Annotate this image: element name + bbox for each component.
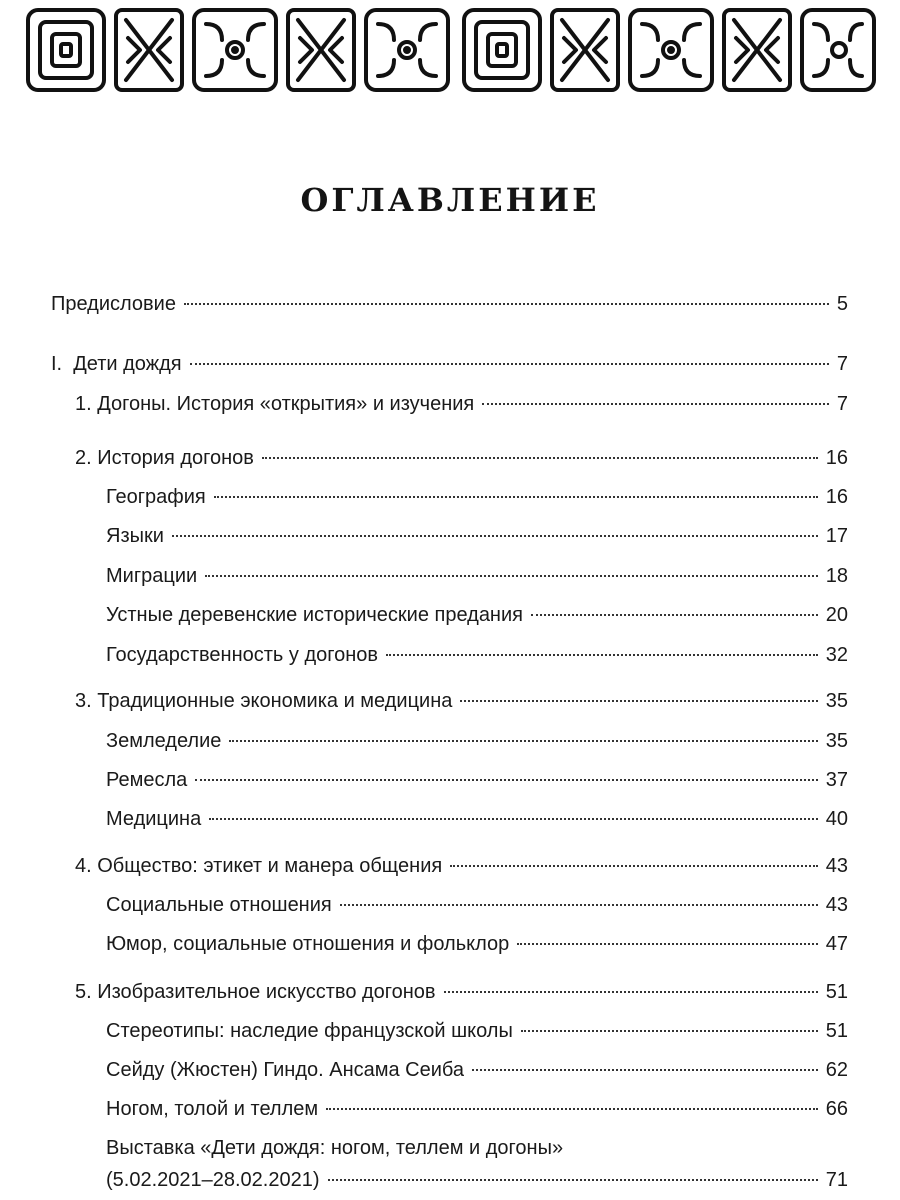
leader-dots [195, 779, 818, 781]
toc-entry-label: 4. Общество: этикет и манера общения [75, 855, 443, 877]
toc-entry[interactable] [106, 1058, 848, 1082]
toc-page-number: 20 [825, 604, 848, 626]
toc-entry[interactable] [106, 485, 848, 509]
leader-dots [229, 740, 817, 742]
cross-ornament-icon [116, 10, 182, 90]
toc-page-number: 37 [825, 769, 848, 791]
toc-entry[interactable] [106, 524, 848, 548]
toc-entry[interactable] [75, 854, 848, 878]
toc-entry-label: Медицина [106, 808, 202, 830]
toc-page-number: 5 [836, 293, 848, 315]
leader-dots [340, 904, 818, 906]
toc-entry-label: Предисловие [51, 293, 176, 315]
toc-entry[interactable] [75, 392, 848, 416]
toc-entry[interactable] [51, 352, 848, 376]
dotted-knot-ornament-icon [366, 10, 448, 90]
toc-page-number: 18 [825, 565, 848, 587]
toc-page-number: 62 [825, 1059, 848, 1081]
leader-dots [326, 1108, 818, 1110]
leader-dots [386, 654, 818, 656]
toc-page-number: 16 [825, 486, 848, 508]
toc-entry-label: Социальные отношения [106, 894, 332, 916]
toc-entry-label: 3. Традиционные экономика и медицина [75, 690, 453, 712]
toc-page-number: 35 [825, 690, 848, 712]
toc-page-number: 16 [825, 447, 848, 469]
toc-entry-label: Миграции [106, 565, 198, 587]
leader-dots [209, 818, 818, 820]
dotted-knot-ornament-icon [802, 10, 874, 90]
toc-entry-label: Сейду (Жюстен) Гиндо. Ансама Сеиба [106, 1059, 465, 1081]
toc-entry-label: 1. Догоны. История «открытия» и изучения [75, 393, 475, 415]
toc-page-number: 47 [825, 933, 848, 955]
leader-dots [444, 991, 818, 993]
leader-dots [472, 1069, 818, 1071]
toc-page-number: 32 [825, 644, 848, 666]
toc-entry[interactable] [106, 1019, 848, 1043]
square-spiral-ornament-icon [28, 10, 104, 90]
toc-entry-first-line[interactable]: Выставка «Дети дождя: ногом, теллем и догоны» [106, 1137, 564, 1159]
toc-page-number: 7 [836, 353, 848, 375]
toc-page-number: 43 [825, 894, 848, 916]
leader-dots [214, 496, 818, 498]
toc-entry[interactable] [106, 564, 848, 588]
toc-entry[interactable] [51, 292, 848, 316]
leader-dots [450, 865, 818, 867]
toc-page-number: 40 [825, 808, 848, 830]
toc-entry[interactable] [106, 1097, 848, 1121]
toc-entry-label: 5. Изобразительное искусство догонов [75, 981, 436, 1003]
leader-dots [190, 363, 829, 365]
toc-entry[interactable] [106, 932, 848, 956]
leader-dots [184, 303, 829, 305]
dotted-knot-ornament-icon [630, 10, 712, 90]
toc-page-number: 17 [825, 525, 848, 547]
toc-entry[interactable] [75, 980, 848, 1004]
toc-entry-label: Устные деревенские исторические предания [106, 604, 523, 626]
cross-ornament-icon [288, 10, 354, 90]
toc-entry-label: Языки [106, 525, 164, 547]
toc-entry[interactable] [106, 807, 848, 831]
toc-entry[interactable] [106, 643, 848, 667]
decorative-ornament-border [24, 2, 876, 98]
toc-entry-label: Юмор, социальные отношения и фольклор [106, 933, 510, 955]
dotted-knot-ornament-icon [194, 10, 276, 90]
toc-entry[interactable] [106, 893, 848, 917]
cross-ornament-icon [552, 10, 618, 90]
leader-dots [328, 1179, 818, 1181]
leader-dots [517, 943, 818, 945]
toc-entry-label: 2. История догонов [75, 447, 254, 469]
square-spiral-ornament-icon [464, 10, 540, 90]
toc-page-number: 35 [825, 730, 848, 752]
toc-entry-label: I. Дети дождя [51, 353, 182, 375]
toc-entry-label: (5.02.2021–28.02.2021) [106, 1169, 320, 1191]
page-title: оглавление [300, 168, 600, 222]
toc-entry-label: Ремесла [106, 769, 188, 791]
toc-entry[interactable] [106, 1168, 848, 1192]
toc-entry[interactable] [106, 603, 848, 627]
toc-entry-label: Государственность у догонов [106, 644, 379, 666]
leader-dots [521, 1030, 818, 1032]
toc-page-number: 7 [836, 393, 848, 415]
toc-page-number: 51 [825, 1020, 848, 1042]
toc-page-number: 66 [825, 1098, 848, 1120]
toc-entry[interactable] [75, 689, 848, 713]
leader-dots [172, 535, 818, 537]
toc-entry-label: Ногом, толой и теллем [106, 1098, 319, 1120]
leader-dots [482, 403, 829, 405]
leader-dots [531, 614, 818, 616]
cross-ornament-icon [724, 10, 790, 90]
toc-entry[interactable] [75, 446, 848, 470]
leader-dots [205, 575, 818, 577]
toc-page-number: 71 [825, 1169, 848, 1191]
toc-page-number: 43 [825, 855, 848, 877]
toc-entry-label: Земледелие [106, 730, 222, 752]
toc-entry-label: География [106, 486, 206, 508]
leader-dots [460, 700, 817, 702]
toc-page-number: 51 [825, 981, 848, 1003]
toc-entry[interactable] [106, 768, 848, 792]
toc-entry-label: Стереотипы: наследие французской школы [106, 1020, 513, 1042]
toc-entry[interactable] [106, 729, 848, 753]
leader-dots [262, 457, 818, 459]
